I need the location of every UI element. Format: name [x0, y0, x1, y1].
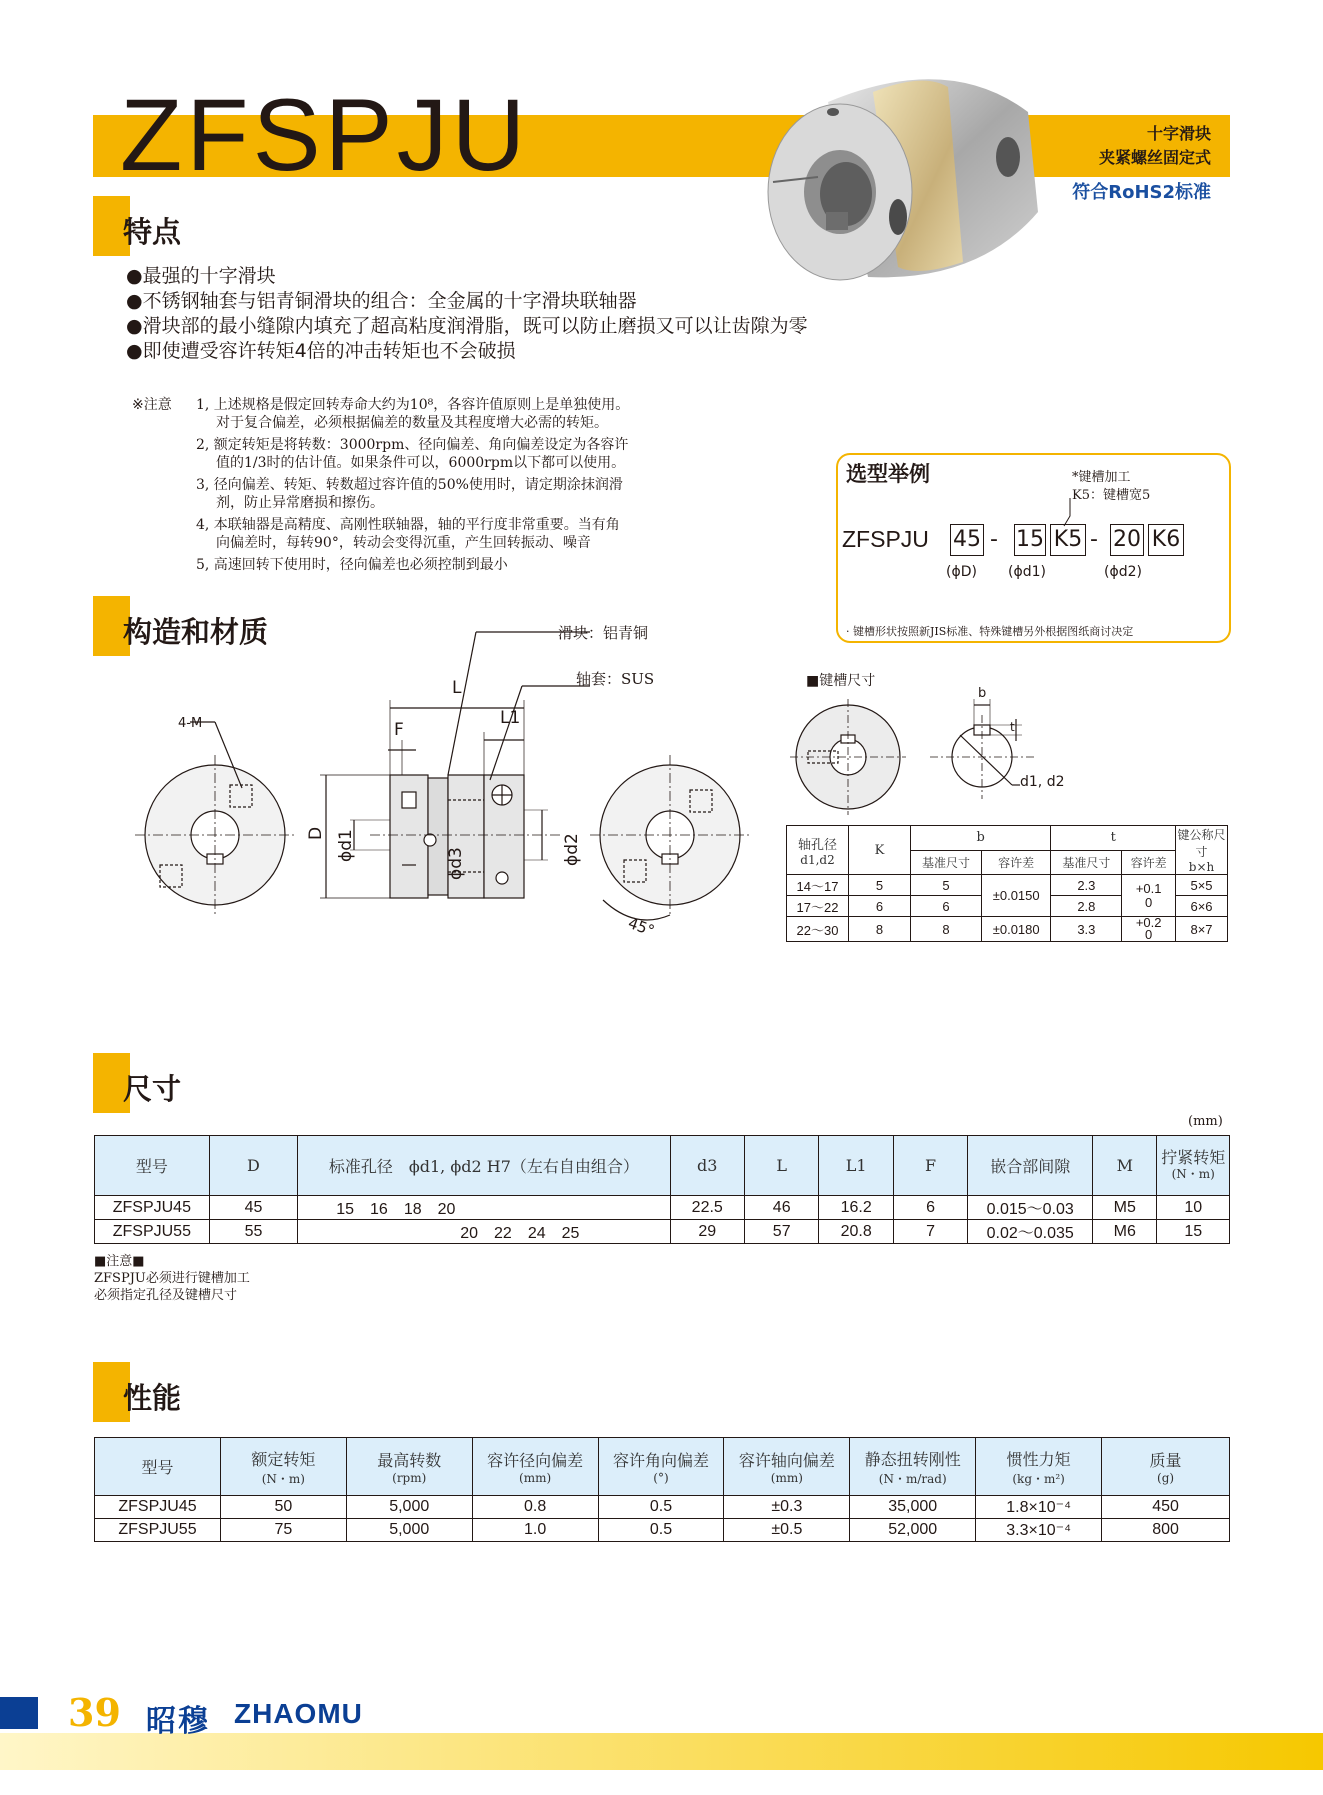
page-number: 39: [68, 1690, 121, 1735]
dim-cell: 20.8: [819, 1220, 893, 1244]
dim-cell-model: ZFSPJU45: [95, 1196, 210, 1220]
perf-head: 额定转矩 (N・m): [220, 1438, 346, 1496]
keyway-label-b: b: [978, 686, 987, 701]
selection-label-d1: (ϕd1): [1008, 564, 1046, 580]
dim-head: d3: [670, 1136, 744, 1196]
perf-cell: 3.3×10⁻⁴: [976, 1519, 1102, 1542]
note-line: 2, 额定转矩是将转数：3000rpm、径向偏差、角向偏差设定为各容许: [196, 437, 629, 453]
keyway-cell: 17～22: [787, 896, 849, 917]
dim-head: 型号: [95, 1136, 210, 1196]
selection-d-box: 45: [950, 524, 984, 556]
keyway-cell: ±0.0150: [981, 875, 1050, 917]
perf-head: 质量 (g): [1102, 1438, 1230, 1496]
keyway-head-key: 键公称尺寸 b×h: [1176, 826, 1228, 875]
page-title: ZFSPJU: [120, 78, 530, 192]
perf-cell: 1.0: [472, 1519, 598, 1542]
note-line: 向偏差时，每转90°，转动会变得沉重，产生回转振动、噪音: [216, 535, 591, 551]
brand-logo-cn: 昭穆: [146, 1704, 210, 1739]
perf-cell: 800: [1102, 1519, 1230, 1542]
keyway-head-shaft: 轴孔径 d1,d2: [787, 826, 849, 875]
keyway-cell: ±0.0180: [981, 917, 1050, 942]
notes-prefix: ※注意: [132, 397, 172, 413]
performance-table: [94, 1437, 1230, 1542]
note-line: 对于复合偏差，必须根据偏差的数量及其程度增大必需的转矩。: [216, 415, 608, 431]
perf-cell: 75: [220, 1519, 346, 1542]
structure-drawing: [130, 610, 790, 950]
dim-cell: 7: [893, 1220, 967, 1244]
feature-item: ●不锈钢轴套与铝青铜滑块的组合：全金属的十字滑块联轴器: [126, 290, 637, 312]
dim-cell: 22.5: [670, 1196, 744, 1220]
selection-title: 选型举例: [846, 462, 930, 486]
dim-note-line: ZFSPJU必须进行键槽加工: [94, 1271, 250, 1286]
rohs-badge: 符合RoHS2标准: [1072, 182, 1211, 203]
dim-head-torque: 拧紧转矩 (N・m): [1157, 1136, 1230, 1196]
perf-cell: 50: [220, 1496, 346, 1519]
selection-k2-box: K6: [1148, 524, 1184, 556]
keyway-cell: +0.1 0: [1122, 875, 1176, 917]
keyway-cell: 3.3: [1051, 917, 1122, 942]
selection-dash: -: [990, 527, 998, 552]
selection-label-d2: (ϕd2): [1104, 564, 1142, 580]
dim-head: F: [893, 1136, 967, 1196]
perf-cell: 0.5: [598, 1496, 724, 1519]
footer-blue-block: [0, 1697, 38, 1729]
perf-cell: 52,000: [850, 1519, 976, 1542]
perf-cell: ±0.5: [724, 1519, 850, 1542]
dim-head: L1: [819, 1136, 893, 1196]
keyway-title: ■键槽尺寸: [806, 673, 876, 689]
selection-d1-box: 15: [1014, 524, 1046, 556]
dim-label-L: L: [452, 678, 462, 698]
dim-cell: 55: [209, 1220, 298, 1244]
perf-cell-model: ZFSPJU45: [95, 1496, 221, 1519]
dim-cell-model: ZFSPJU55: [95, 1220, 210, 1244]
keyway-head-K: K: [849, 826, 911, 875]
perf-cell: 35,000: [850, 1496, 976, 1519]
subtitle-line-1: 十字滑块: [1146, 124, 1211, 143]
selection-footnote: · 键槽形状按照新JIS标准、特殊键槽另外根据图纸商讨决定: [846, 625, 1134, 638]
keyway-label-d1d2: d1, d2: [1020, 774, 1065, 790]
dim-cell: 45: [209, 1196, 298, 1220]
selection-dash: -: [1090, 527, 1098, 552]
keyway-cell: 5×5: [1176, 875, 1228, 896]
perf-cell: 450: [1102, 1496, 1230, 1519]
keyway-cell: 14～17: [787, 875, 849, 896]
dim-cell: 15: [1157, 1220, 1230, 1244]
perf-cell: 0.8: [472, 1496, 598, 1519]
keyway-head-t: t: [1051, 826, 1176, 851]
dim-cell: 46: [744, 1196, 818, 1220]
dim-note-line: 必须指定孔径及键槽尺寸: [94, 1288, 238, 1303]
dim-head: 嵌合部间隙: [968, 1136, 1093, 1196]
keyway-cell: 6×6: [1176, 896, 1228, 917]
perf-cell-model: ZFSPJU55: [95, 1519, 221, 1542]
keyway-cell: 6: [911, 896, 982, 917]
selection-k1-box: K5: [1050, 524, 1086, 556]
dim-cell-bores: 15 16 18 20: [298, 1196, 670, 1220]
selection-model: ZFSPJU: [842, 526, 929, 552]
keyway-table: [786, 825, 1228, 942]
feature-item: ●最强的十字滑块: [126, 265, 276, 287]
perf-head: 容许径向偏差 (mm): [472, 1438, 598, 1496]
keyway-head-b-std: 基准尺寸: [911, 850, 982, 875]
perf-head: 最高转数 (rpm): [346, 1438, 472, 1496]
keyway-head-t-std: 基准尺寸: [1051, 850, 1122, 875]
section-title-performance: 性能: [123, 1381, 182, 1415]
keyway-note-1: *键槽加工: [1072, 470, 1131, 485]
dim-cell: 10: [1157, 1196, 1230, 1220]
dim-unit: (mm): [1188, 1114, 1223, 1129]
dim-label-F: F: [394, 720, 404, 740]
feature-item: ●滑块部的最小缝隙内填充了超高粘度润滑脂，既可以防止磨损又可以让齿隙为零: [126, 315, 808, 337]
keyway-cell: 2.8: [1051, 896, 1122, 917]
section-title-features: 特点: [123, 215, 182, 249]
perf-cell: 5,000: [346, 1496, 472, 1519]
keyway-head-t-tol: 容许差: [1122, 850, 1176, 875]
dim-head: 标准孔径 ϕd1, ϕd2 H7（左右自由组合）: [298, 1136, 670, 1196]
subtitle-line-2: 夹紧螺丝固定式: [1098, 148, 1211, 167]
table-row: [95, 1220, 1230, 1244]
table-row: [787, 875, 1228, 896]
dim-cell: 0.015～0.03: [968, 1196, 1093, 1220]
dim-cell: M5: [1093, 1196, 1157, 1220]
keyway-cell: +0.2 0: [1122, 917, 1176, 942]
keyway-drawing: [790, 685, 1070, 815]
perf-head: 容许轴向偏差 (mm): [724, 1438, 850, 1496]
keyway-note-2: K5：键槽宽5: [1072, 488, 1151, 503]
table-row: [95, 1496, 1230, 1519]
product-photo: [758, 62, 1048, 292]
dim-label-d1: ϕd1: [336, 829, 356, 862]
keyway-cell: 8: [911, 917, 982, 942]
keyway-head-b: b: [911, 826, 1051, 851]
perf-head: 容许角向偏差 (°): [598, 1438, 724, 1496]
keyway-cell: 6: [849, 896, 911, 917]
selection-d2-box: 20: [1110, 524, 1144, 556]
dim-head: L: [744, 1136, 818, 1196]
note-line: 1, 上述规格是假定回转寿命大约为10⁸，各容许值原则上是单独使用。: [196, 397, 630, 413]
perf-head: 惯性力矩 (kg・m²): [976, 1438, 1102, 1496]
note-line: 剂，防止异常磨损和擦伤。: [216, 495, 384, 511]
dim-note-title: ■注意■: [94, 1254, 145, 1269]
perf-cell: 0.5: [598, 1519, 724, 1542]
table-row: [95, 1196, 1230, 1220]
note-line: 4, 本联轴器是高精度、高刚性联轴器，轴的平行度非常重要。当有角: [196, 517, 620, 533]
slider-material-label: 滑块：铝青铜: [558, 624, 649, 642]
feature-item: ●即使遭受容许转矩4倍的冲击转矩也不会破损: [126, 340, 516, 362]
dim-label-L1: L1: [500, 708, 521, 728]
note-line: 5, 高速回转下使用时，径向偏差也必须控制到最小: [196, 557, 508, 573]
hub-material-label: 轴套：SUS: [576, 670, 655, 688]
dimensions-table: [94, 1135, 1230, 1244]
section-title-structure: 构造和材质: [123, 615, 269, 649]
dim-cell: 0.02～0.035: [968, 1220, 1093, 1244]
perf-cell: 1.8×10⁻⁴: [976, 1496, 1102, 1519]
keyway-cell: 2.3: [1051, 875, 1122, 896]
keyway-cell: 22～30: [787, 917, 849, 942]
brand-logo-en: ZHAOMU: [234, 1698, 363, 1729]
dim-cell: M6: [1093, 1220, 1157, 1244]
keyway-head-b-tol: 容许差: [981, 850, 1050, 875]
keyway-cell: 5: [849, 875, 911, 896]
product-subtitle: [1099, 122, 1211, 170]
dim-cell-bores: 20 22 24 25: [298, 1220, 670, 1244]
selection-label-d: (ϕD): [946, 564, 977, 580]
keyway-cell: 8×7: [1176, 917, 1228, 942]
dim-label-M: 4-M: [178, 716, 203, 731]
dim-label-angle: 45°: [625, 913, 657, 941]
dim-label-D: D: [306, 826, 326, 840]
dim-label-d2: ϕd2: [562, 833, 582, 866]
note-line: 3, 径向偏差、转矩、转数超过容许值的50%使用时，请定期涂抹润滑: [196, 477, 623, 493]
table-row: [787, 917, 1228, 942]
perf-head: 静态扭转刚性 (N・m/rad): [850, 1438, 976, 1496]
dim-head: M: [1093, 1136, 1157, 1196]
perf-head: 型号: [95, 1438, 221, 1496]
keyway-label-t: t: [1010, 720, 1015, 734]
section-title-dimensions: 尺寸: [123, 1072, 182, 1106]
note-line: 值的1/3时的估计值。如果条件可以，6000rpm以下都可以使用。: [216, 455, 626, 471]
dim-cell: 6: [893, 1196, 967, 1220]
dim-cell: 16.2: [819, 1196, 893, 1220]
perf-cell: 5,000: [346, 1519, 472, 1542]
dim-head: D: [209, 1136, 298, 1196]
perf-cell: ±0.3: [724, 1496, 850, 1519]
keyway-cell: 5: [911, 875, 982, 896]
keyway-cell: 8: [849, 917, 911, 942]
dim-cell: 29: [670, 1220, 744, 1244]
table-row: [95, 1519, 1230, 1542]
dim-cell: 57: [744, 1220, 818, 1244]
dim-label-d3: ϕd3: [446, 847, 466, 880]
